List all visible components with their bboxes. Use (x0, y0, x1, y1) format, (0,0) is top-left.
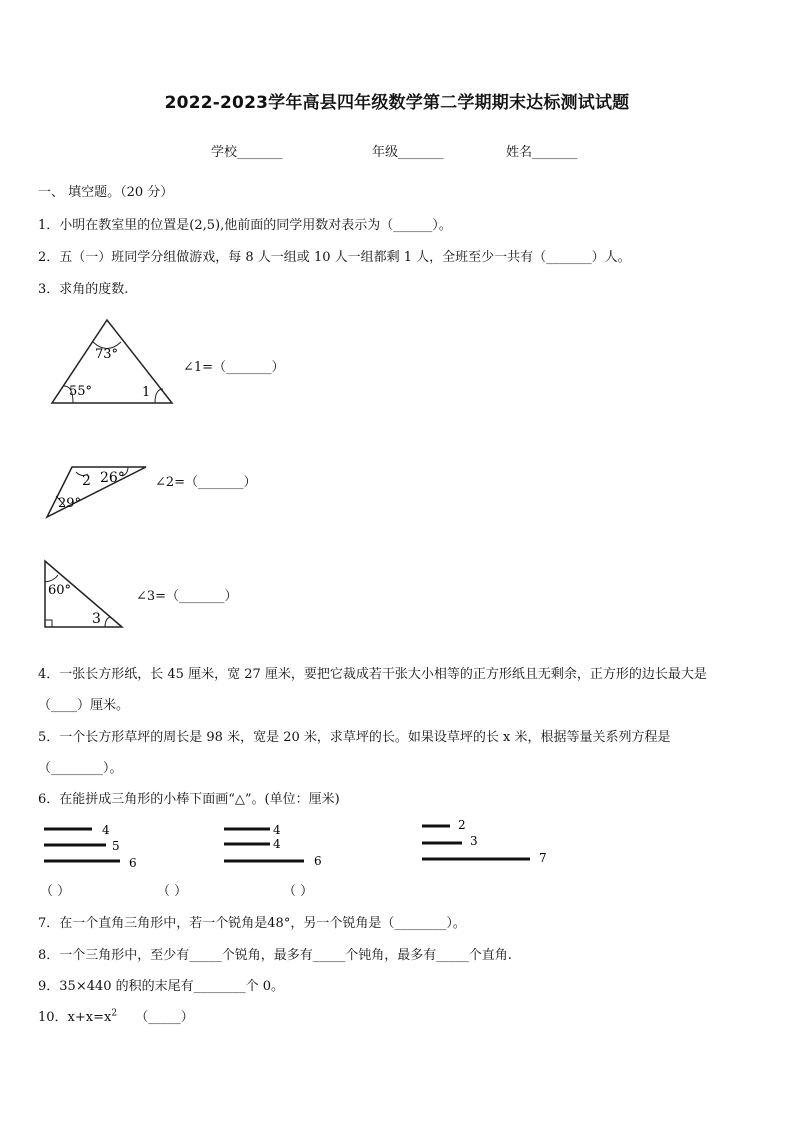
sticks-group-1 (40, 820, 150, 870)
question-3: 3．求角的度数. (38, 282, 129, 297)
question-7: 7．在一个直角三角形中，若一个锐角是48°，另一个锐角是（________）。 (38, 916, 466, 931)
question-10-blank: （_____） (135, 1010, 194, 1025)
section-heading: 一、 填空题。（20 分） (38, 185, 174, 200)
triangle-figure-3 (40, 557, 128, 632)
triangle-figure-1 (45, 315, 180, 410)
question-9: 9．35×440 的积的末尾有________个 0。 (38, 979, 285, 994)
sticks-group-3 (418, 815, 558, 867)
exponent: 2 (111, 1008, 118, 1019)
angle-26-label: 26° (100, 470, 125, 486)
name-field: 姓名_______ (506, 145, 578, 160)
grade-field: 年级_______ (372, 145, 444, 160)
question-6: 6．在能拼成三角形的小棒下面画“△”。(单位：厘米) (38, 792, 340, 807)
stick-label: 5 (112, 839, 120, 853)
angle-29-label: 29° (58, 496, 82, 511)
question-10 (38, 1006, 194, 1025)
sticks-group-2 (220, 820, 340, 870)
stick-label: 3 (470, 834, 478, 848)
sticks-blank-1: （ ） (40, 884, 71, 899)
question-5-cont: （________）。 (38, 761, 123, 776)
sticks-blank-2: （ ） (157, 884, 188, 899)
question-8: 8．一个三角形中，至少有_____个锐角，最多有_____个钝角，最多有_____个直角. (38, 948, 512, 963)
stick-label: 6 (314, 854, 322, 868)
stick-label: 4 (273, 837, 281, 851)
question-5: 5．一个长方形草坪的周长是 98 米，宽是 20 米，求草坪的长。如果设草坪的长 x 米，根据等量关系列方程是 (38, 730, 671, 745)
stick-label: 4 (273, 823, 281, 837)
triangle-figure-2 (42, 462, 152, 522)
question-2: 2．五（一）班同学分组做游戏，每 8 人一组或 10 人一组都剩 1 人，全班至少一共有（_______）人。 (38, 250, 631, 265)
sticks-blank-3: （ ） (283, 884, 314, 899)
question-1: 1．小明在教室里的位置是(2,5),他前面的同学用数对表示为（______）。 (38, 218, 452, 233)
angle-1-answer: ∠1=（_______） (183, 360, 285, 375)
page-title: 2022-2023学年高县四年级数学第二学期期末达标测试试题 (164, 93, 630, 113)
angle-1-marker: 1 (142, 385, 151, 400)
angle-73-label: 73° (95, 347, 119, 362)
angle-2-answer: ∠2=（_______） (155, 475, 257, 490)
angle-60-label: 60° (48, 583, 72, 598)
stick-label: 6 (129, 856, 137, 870)
stick-label: 7 (539, 851, 547, 865)
question-4-cont: （____）厘米。 (38, 698, 130, 713)
question-4: 4．一张长方形纸，长 45 厘米，宽 27 厘米，要把它裁成若干张大小相等的正方形纸且无剩余，正方形的边长最大是 (38, 667, 707, 682)
stick-label: 4 (102, 823, 110, 837)
angle-3-marker: 3 (92, 611, 101, 627)
stick-label: 2 (458, 818, 466, 832)
school-field: 学校_______ (211, 145, 283, 160)
angle-3-answer: ∠3=（_______） (136, 589, 238, 604)
question-10-equation: 10．x+x=x (38, 1010, 112, 1025)
angle-2-marker: 2 (82, 473, 91, 489)
angle-55-label: 55° (69, 384, 93, 399)
